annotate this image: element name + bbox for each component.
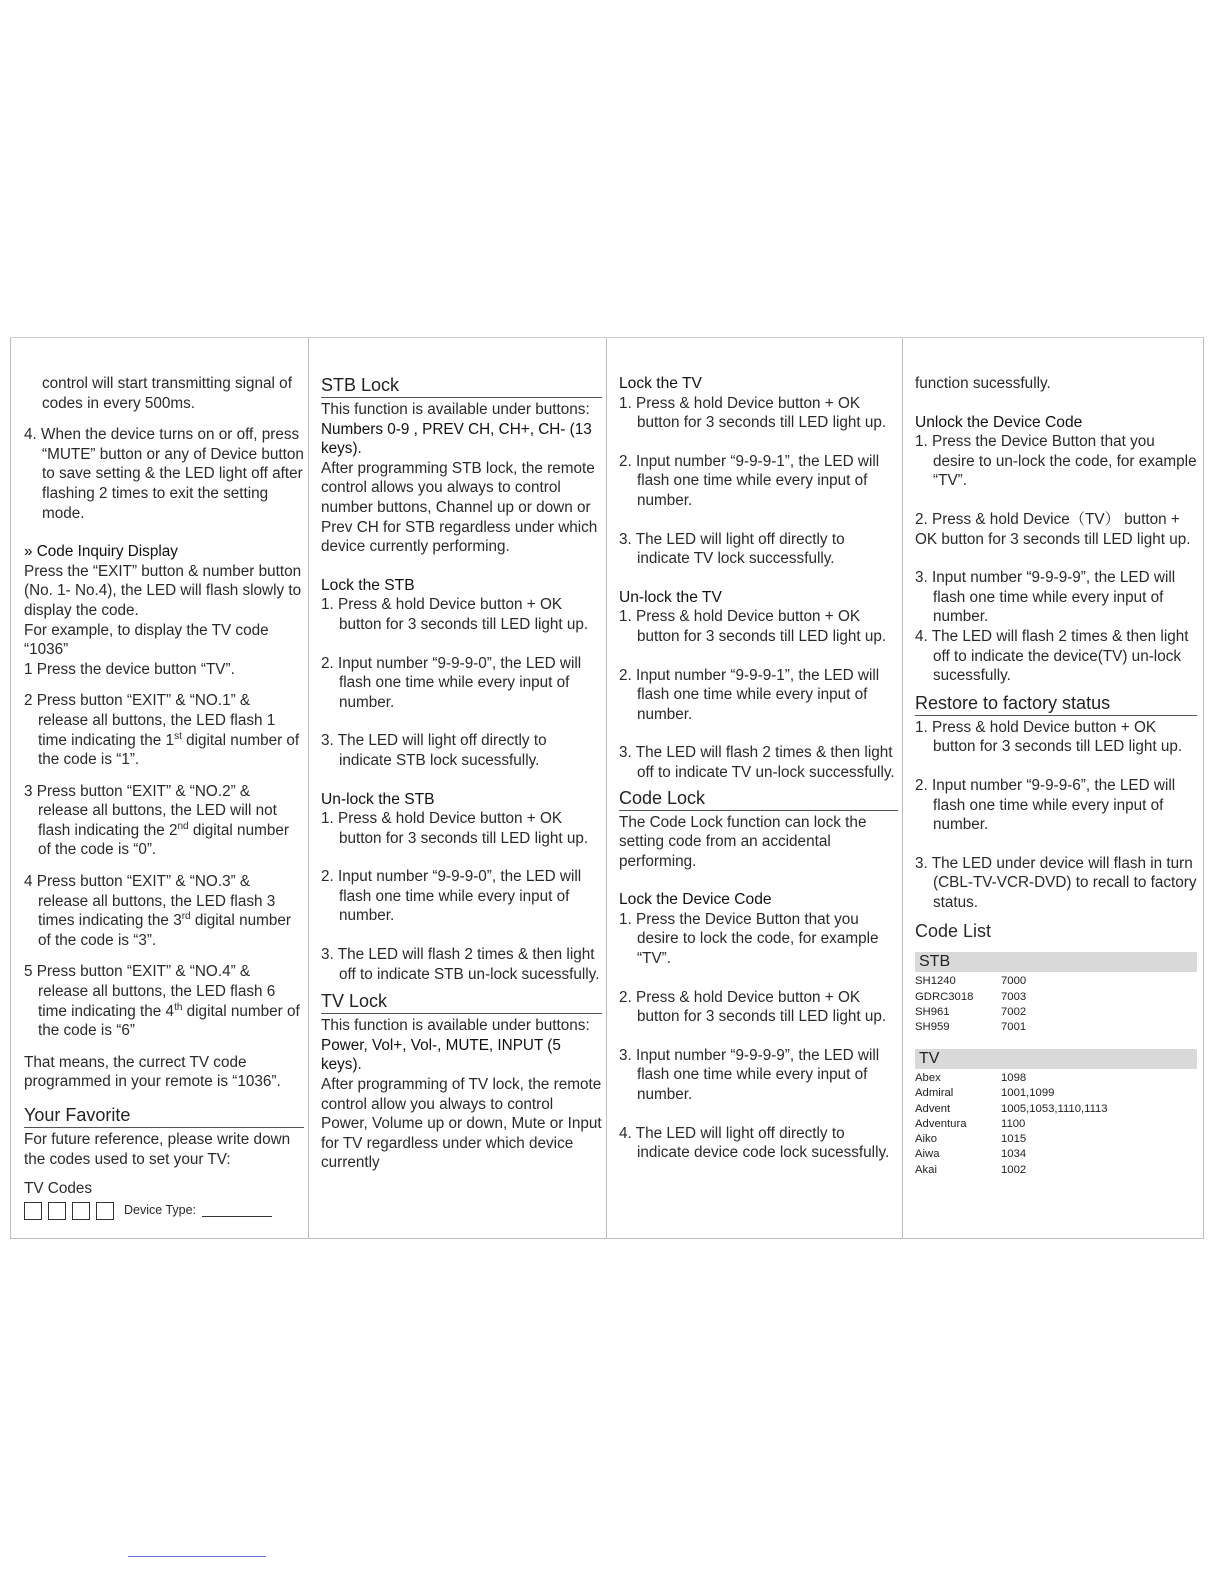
- code-brand: SH961: [915, 1005, 950, 1018]
- tv-codes-label: TV Codes: [24, 1180, 93, 1198]
- stb-lock-available: This function is available under buttons:: [321, 401, 590, 418]
- column-1: [11, 338, 309, 1238]
- lock-tv-step-1: 1. Press & hold Device button + OK button for 3 seconds till LED light up.: [619, 394, 887, 432]
- lock-device-heading: Lock the Device Code: [619, 891, 772, 909]
- code-value: 7002: [1001, 1005, 1027, 1018]
- code-row: [915, 974, 1197, 989]
- code-value: 1005,1053,1110,1113: [1001, 1102, 1108, 1115]
- code-value: 7001: [1001, 1021, 1027, 1034]
- code-brand: Adventura: [915, 1117, 967, 1130]
- code-brand: SH959: [915, 1021, 950, 1034]
- code-lock-heading: Code Lock: [619, 787, 898, 811]
- code-value: 1002: [1001, 1163, 1027, 1176]
- lock-device-step-3: 3. Input number “9-9-9-9”, the LED will flash one time while every input of number.: [619, 1046, 880, 1104]
- code-value: 1098: [1001, 1072, 1027, 1085]
- unlock-stb-heading: Un-lock the STB: [321, 790, 435, 808]
- inquiry-step-5-head: 5 Press button “EXIT” & “NO.4” &: [24, 963, 251, 981]
- unlock-stb-step-1: 1. Press & hold Device button + OK button for 3 seconds till LED light up.: [321, 810, 589, 847]
- code-brand: Aiwa: [915, 1148, 940, 1161]
- unlock-device-heading: Unlock the Device Code: [915, 413, 1083, 431]
- unlock-stb-step-2: 2. Input number “9-9-9-0”, the LED will flash one time while every input of number.: [321, 868, 582, 925]
- code-row: [915, 1117, 1197, 1132]
- code-box-2[interactable]: [48, 1202, 66, 1220]
- code-value: 7003: [1001, 990, 1027, 1003]
- code-value: 1100: [1001, 1117, 1026, 1130]
- code-row: [915, 1147, 1197, 1162]
- device-type-label: Device Type:: [124, 1202, 197, 1217]
- step-4-text: 4. When the device turns on or off, press “MUTE” button or any of Device button to save setting & the LED light off after flashing 2 times to exit the setting mode.: [24, 426, 304, 522]
- stb-code-bar: STB: [915, 952, 1197, 972]
- tv-lock-available: This function is available under buttons:: [321, 1017, 590, 1035]
- code-row: [915, 1005, 1197, 1020]
- stb-code-list: [915, 974, 1197, 1035]
- intro-text: control will start transmitting signal of codes in every 500ms.: [42, 375, 292, 412]
- code-brand: Admiral: [915, 1087, 954, 1100]
- code-box-3[interactable]: [72, 1202, 90, 1220]
- code-row: [915, 1102, 1197, 1117]
- code-brand: Abex: [915, 1072, 941, 1085]
- code-box-1[interactable]: [24, 1202, 42, 1220]
- tv-code-list: [915, 1071, 1197, 1177]
- tv-lock-heading: TV Lock: [321, 990, 602, 1014]
- code-value: 1015: [1001, 1133, 1027, 1146]
- code-row: [915, 1163, 1197, 1178]
- code-brand: Akai: [915, 1163, 937, 1176]
- stb-lock-heading: STB Lock: [321, 374, 602, 398]
- stb-lock-after: After programming STB lock, the remote control allows you always to control number buttons, Channel up or down or Prev CH for STB regardless under which device currently performing.: [321, 459, 598, 556]
- lock-stb-heading: Lock the STB: [321, 576, 415, 594]
- inquiry-step-5-body: release all buttons, the LED flash 6 time indicating the 4th digital number of the code is “6”: [38, 983, 300, 1040]
- restore-step-2: 2. Input number “9-9-9-6”, the LED will flash one time while every input of number.: [915, 776, 1176, 834]
- unlock-device-step-2: 2. Press & hold Device（TV） button + OK button for 3 seconds till LED light up.: [915, 510, 1191, 548]
- lock-stb-step-3: 3. The LED will light off directly to indicate STB lock sucessfully.: [321, 732, 547, 769]
- code-brand: SH1240: [915, 975, 956, 988]
- tv-code-boxes: [24, 1201, 304, 1221]
- inquiry-step-3-body: release all buttons, the LED will not flash indicating the 2nd digital number of the code is “0”.: [38, 802, 289, 859]
- unlock-tv-heading: Un-lock the TV: [619, 588, 722, 606]
- inquiry-step-2-head: 2 Press button “EXIT” & “NO.1” &: [24, 692, 251, 710]
- code-value: 1034: [1001, 1148, 1027, 1161]
- lock-device-step-1: 1. Press the Device Button that you desire to lock the code, for example “TV”.: [619, 910, 879, 968]
- code-value: 7000: [1001, 975, 1027, 988]
- code-row: [915, 1132, 1197, 1147]
- code-brand: Advent: [915, 1102, 951, 1115]
- inquiry-step-4-head: 4 Press button “EXIT” & “NO.3” &: [24, 873, 251, 891]
- inquiry-step-3-head: 3 Press button “EXIT” & “NO.2” &: [24, 782, 251, 800]
- lock-device-step-4: 4. The LED will light off directly to indicate device code lock sucessfully.: [619, 1124, 890, 1162]
- unlock-tv-step-2: 2. Input number “9-9-9-1”, the LED will flash one time while every input of number.: [619, 666, 880, 723]
- unlock-device-step-1: 1. Press the Device Button that you desire to un-lock the code, for example “TV”.: [915, 433, 1197, 490]
- code-brand: GDRC3018: [915, 990, 974, 1003]
- column-4: [903, 338, 1203, 1238]
- continued-text: function sucessfully.: [915, 375, 1051, 392]
- code-list-heading: Code List: [915, 921, 992, 942]
- unlock-device-step-4: 4. The LED will flash 2 times & then light off to indicate the device(TV) un-lock sucessfully.: [915, 627, 1189, 685]
- code-row: [915, 1020, 1197, 1035]
- unlock-tv-step-1: 1. Press & hold Device button + OK button for 3 seconds till LED light up.: [619, 608, 887, 645]
- lock-tv-step-3: 3. The LED will light off directly to indicate TV lock successfully.: [619, 530, 845, 568]
- stb-lock-keys: Numbers 0-9 , PREV CH, CH+, CH- (13 keys).: [321, 420, 592, 458]
- column-2: [309, 338, 607, 1238]
- tv-lock-after: After programming of TV lock, the remote control allow you always to control Power, Volume up or down, Mute or Input for TV regardless under which device currently: [321, 1076, 602, 1172]
- code-inquiry-heading: » Code Inquiry Display: [24, 543, 178, 561]
- lock-tv-step-2: 2. Input number “9-9-9-1”, the LED will flash one time while every input of number.: [619, 452, 880, 509]
- inquiry-step-4-body: release all buttons, the LED flash 3 times indicating the 3rd digital number of the code is “3”.: [38, 892, 291, 949]
- instruction-sheet: [10, 337, 1204, 1239]
- restore-step-3: 3. The LED under device will flash in turn (CBL-TV-VCR-DVD) to recall to factory status.: [915, 854, 1197, 911]
- tv-code-bar: TV: [915, 1049, 1197, 1069]
- your-favorite-text: For future reference, please write down the codes used to set your TV:: [24, 1131, 291, 1168]
- code-inquiry-example: For example, to display the TV code “1036”: [24, 621, 269, 659]
- restore-step-1: 1. Press & hold Device button + OK button for 3 seconds till LED light up.: [915, 718, 1183, 756]
- device-type-blank[interactable]: [202, 1204, 272, 1217]
- code-row: [915, 1086, 1197, 1101]
- code-inquiry-text: Press the “EXIT” button & number button (No. 1- No.4), the LED will flash slowly to display the code.: [24, 562, 302, 619]
- code-brand: Aiko: [915, 1133, 937, 1146]
- code-row: [915, 990, 1197, 1005]
- your-favorite-heading: Your Favorite: [24, 1104, 304, 1128]
- footer-link-line: [128, 1556, 266, 1557]
- code-box-4[interactable]: [96, 1202, 114, 1220]
- restore-factory-heading: Restore to factory status: [915, 692, 1197, 716]
- lock-device-step-2: 2. Press & hold Device button + OK button for 3 seconds till LED light up.: [619, 988, 887, 1026]
- lock-tv-heading: Lock the TV: [619, 375, 702, 392]
- code-summary: That means, the currect TV code programmed in your remote is “1036”.: [24, 1053, 281, 1091]
- code-lock-text: The Code Lock function can lock the setting code from an accidental performing.: [619, 813, 867, 870]
- unlock-device-step-3: 3. Input number “9-9-9-9”, the LED will flash one time while every input of number.: [915, 569, 1176, 626]
- unlock-stb-step-3: 3. The LED will flash 2 times & then light off to indicate STB un-lock sucessfully.: [321, 946, 600, 983]
- column-3: [607, 338, 903, 1238]
- inquiry-step-2-body: release all buttons, the LED flash 1 time indicating the 1st digital number of the code is “1”.: [38, 711, 300, 769]
- inquiry-step-1: 1 Press the device button “TV”.: [24, 660, 235, 678]
- lock-stb-step-2: 2. Input number “9-9-9-0”, the LED will flash one time while every input of number.: [321, 654, 582, 711]
- tv-lock-keys: Power, Vol+, Vol-, MUTE, INPUT (5 keys).: [321, 1036, 561, 1074]
- code-row: [915, 1071, 1197, 1086]
- code-value: 1001,1099: [1001, 1087, 1055, 1100]
- lock-stb-step-1: 1. Press & hold Device button + OK button for 3 seconds till LED light up.: [321, 596, 589, 633]
- unlock-tv-step-3: 3. The LED will flash 2 times & then light off to indicate TV un-lock successfully.: [619, 744, 895, 781]
